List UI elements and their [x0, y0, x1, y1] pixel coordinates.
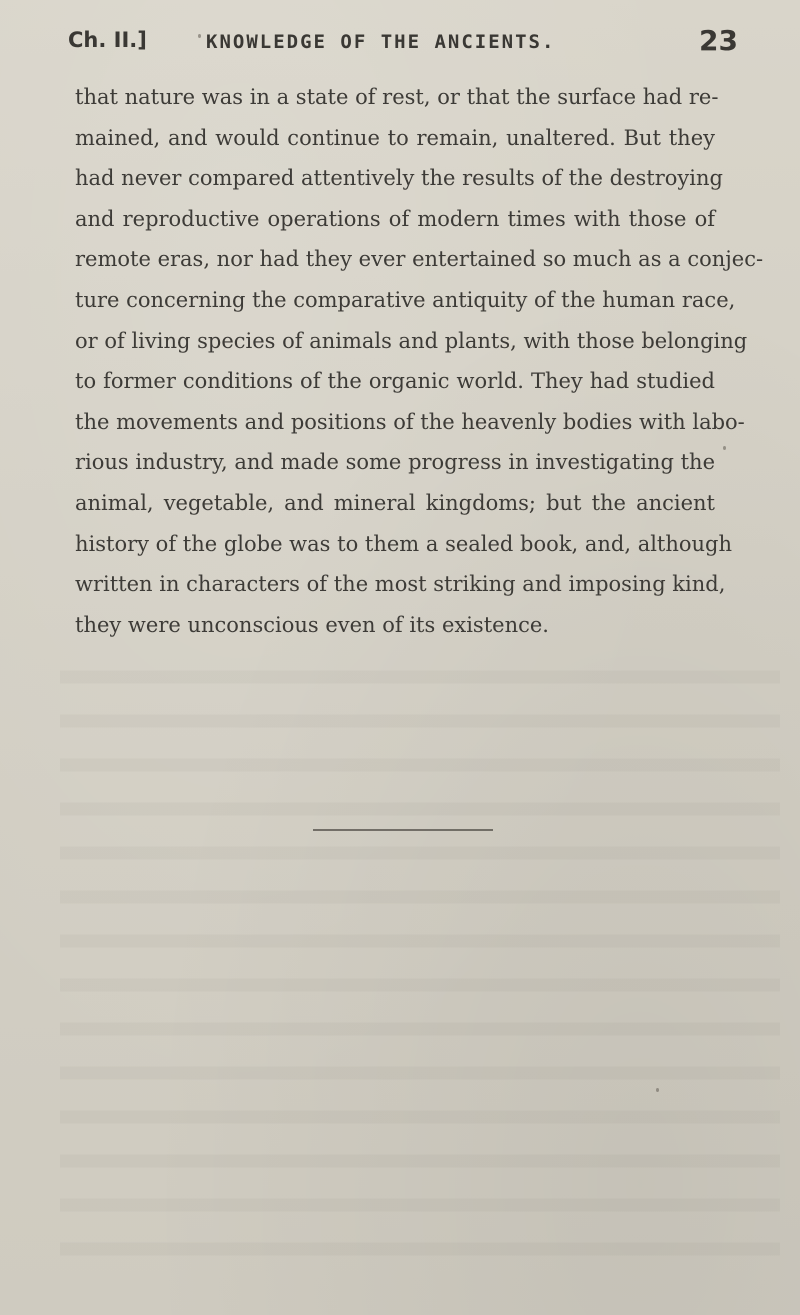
text-line: or of living species of animals and plants, with those belonging: [75, 328, 748, 353]
text-line: they were unconscious even of its existence.: [75, 612, 549, 637]
ink-speck: [198, 34, 201, 38]
ink-speck: [656, 1088, 659, 1092]
text-line: had never compared attentively the results of the destroying: [75, 166, 723, 191]
chapter-reference: Ch. II.]: [68, 28, 147, 52]
text-line: animal, vegetable, and mineral kingdoms; but the ancient: [75, 490, 715, 515]
text-line: written in characters of the most striking and imposing kind,: [75, 572, 726, 597]
running-head: [68, 22, 738, 62]
body-paragraph: [75, 77, 764, 645]
text-line: history of the globe was to them a sealed book, and, although: [75, 531, 733, 556]
page-number: 23: [699, 24, 738, 57]
text-line: rious industry, and made some progress in investigating the: [75, 450, 715, 475]
text-line: and reproductive operations of modern times with those of: [75, 206, 715, 231]
text-line: to former conditions of the organic world. They had studied: [75, 369, 715, 394]
section-end-rule: [313, 829, 493, 831]
text-line: remote eras, nor had they ever entertained so much as a conjec-: [75, 247, 764, 272]
text-line: that nature was in a state of rest, or that the surface had re-: [75, 85, 719, 109]
reverse-page-show-through: [60, 640, 780, 1280]
text-line: the movements and positions of the heavenly bodies with labo-: [75, 409, 745, 434]
ink-speck: [723, 446, 726, 450]
text-line: mained, and would continue to remain, unaltered. But they: [75, 125, 715, 150]
running-title: KNOWLEDGE OF THE ANCIENTS.: [206, 31, 556, 53]
text-line: ture concerning the comparative antiquity of the human race,: [75, 287, 736, 312]
